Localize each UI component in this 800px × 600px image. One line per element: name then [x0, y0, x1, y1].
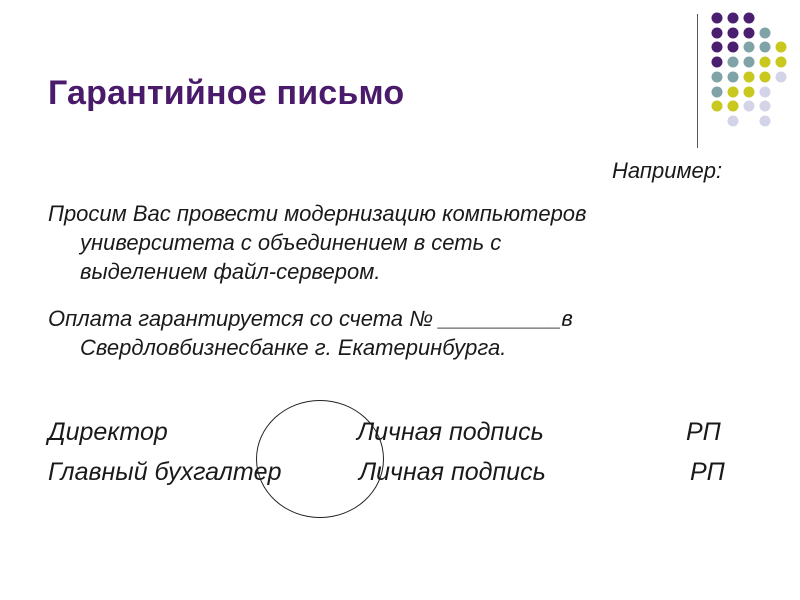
accountant-signature: Личная подпись	[359, 458, 546, 486]
decor-dot	[728, 42, 739, 53]
example-label: Например:	[612, 158, 723, 183]
decor-dot	[712, 28, 723, 39]
decor-dot	[776, 72, 787, 83]
director-initials: РП	[686, 418, 721, 446]
decor-dot	[760, 87, 771, 98]
decor-dot	[760, 116, 771, 127]
director-signature: Личная подпись	[357, 418, 544, 446]
decor-dot	[744, 13, 755, 24]
decor-dot	[760, 72, 771, 83]
decor-dot	[712, 87, 723, 98]
decor-dot	[776, 57, 787, 68]
director-role: Директор	[48, 418, 168, 446]
decor-dot	[728, 72, 739, 83]
decor-dot	[728, 28, 739, 39]
dot-grid-group	[712, 13, 787, 127]
decor-dot	[728, 87, 739, 98]
decor-dot	[712, 101, 723, 112]
payment-line-2: Свердловбизнесбанке г. Екатеринбурга.	[80, 335, 507, 360]
payment-paragraph	[48, 304, 738, 362]
decor-dot	[744, 87, 755, 98]
decor-dot	[712, 13, 723, 24]
decor-dot	[760, 101, 771, 112]
decor-dot	[744, 57, 755, 68]
accountant-role: Главный бухгалтер	[48, 458, 282, 486]
decorative-dot-grid	[0, 0, 800, 140]
decor-dot	[728, 57, 739, 68]
decor-dot	[712, 57, 723, 68]
decor-dot	[760, 28, 771, 39]
decor-dot	[760, 57, 771, 68]
payment-line-1: Оплата гарантируется со счета № __________в	[48, 306, 573, 331]
request-line-3: выделением файл-сервером.	[80, 259, 381, 284]
decor-dot	[744, 28, 755, 39]
request-line-1: Просим Вас провести модернизацию компьютеров	[48, 201, 587, 226]
decor-dot	[728, 13, 739, 24]
decor-dot	[744, 72, 755, 83]
page-title: Гарантийное письмо	[48, 74, 405, 112]
accountant-initials: РП	[690, 458, 725, 486]
decor-dot	[744, 101, 755, 112]
decor-dot	[712, 42, 723, 53]
decor-dot	[744, 42, 755, 53]
decor-dot	[728, 116, 739, 127]
request-line-2: университета с объединением в сеть с	[80, 230, 502, 255]
vertical-divider	[697, 14, 698, 148]
decor-dot	[728, 101, 739, 112]
decor-dot	[760, 42, 771, 53]
decor-dot	[776, 42, 787, 53]
request-paragraph	[48, 199, 738, 286]
decor-dot	[712, 72, 723, 83]
